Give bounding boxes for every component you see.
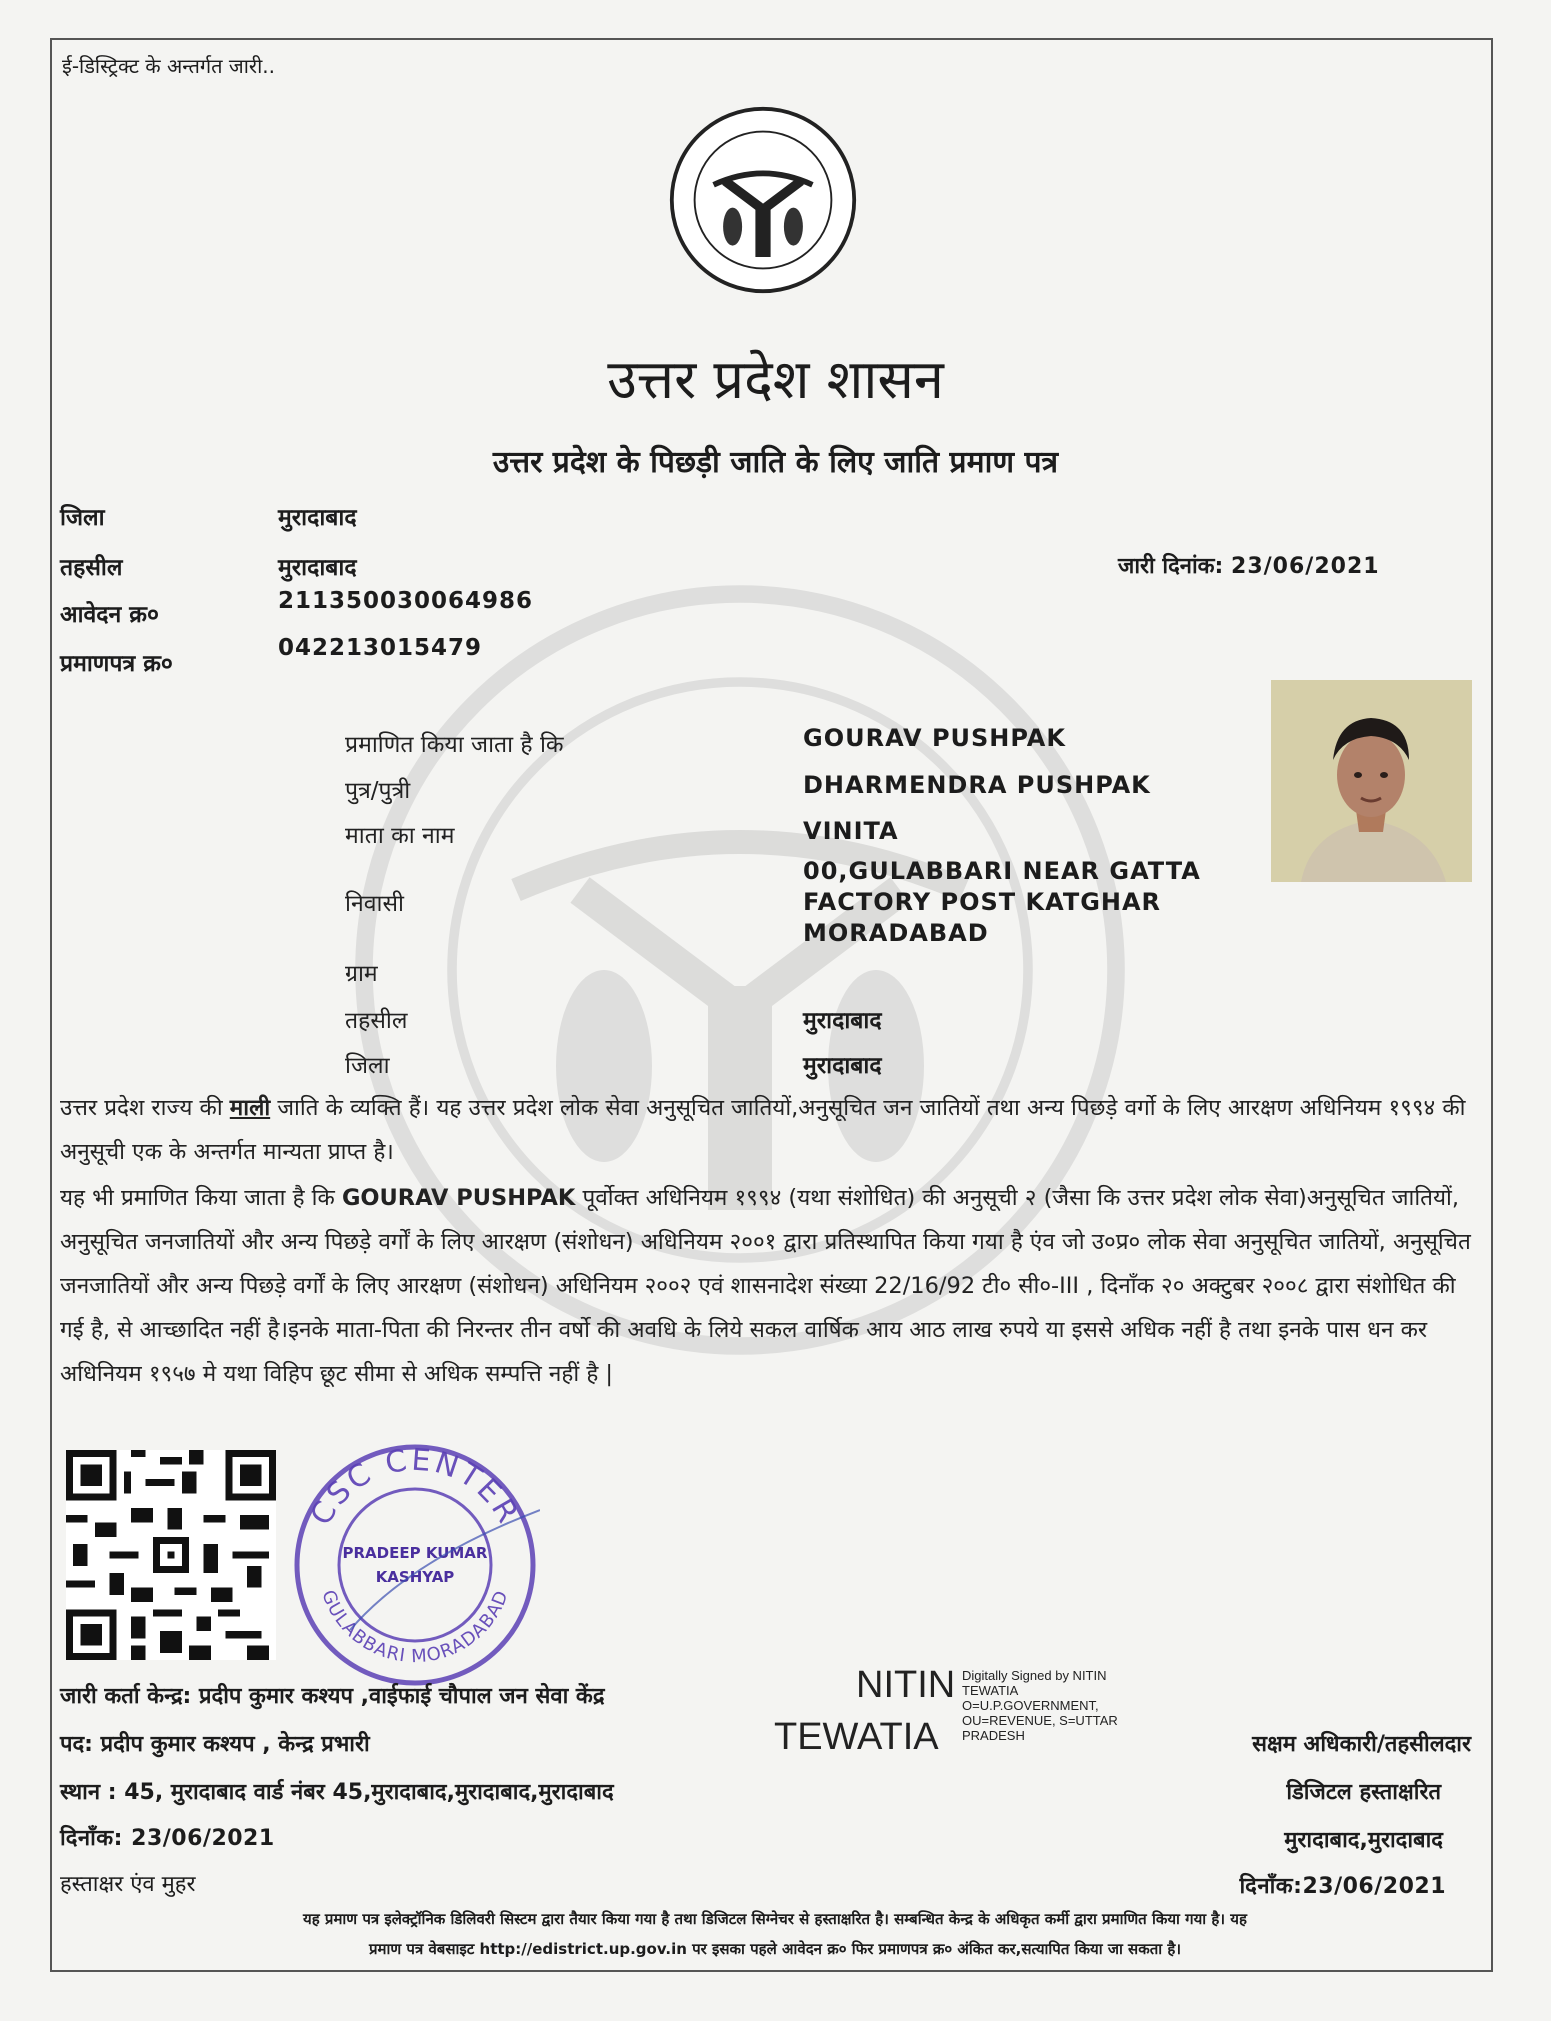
address-line-1: 00,GULABBARI NEAR GATTA xyxy=(803,857,1201,885)
digital-signature-line-2: TEWATIA xyxy=(962,1683,1019,1698)
creamy-paragraph-start: यह भी प्रमाणित किया जाता है कि xyxy=(60,1185,342,1211)
creamy-layer-paragraph xyxy=(60,1176,1485,1396)
parent-label: पुत्र/पुत्री xyxy=(345,778,411,804)
stamp-inner-line-1: PRADEEP KUMAR xyxy=(342,1544,488,1562)
verification-note-line-1: यह प्रमाण पत्र इलेक्ट्रॉनिक डिलिवरी सिस्टम द्वारा तैयार किया गया है तथा डिजिटल सिग्नेचर से हस्ताक्षरित है। सम्बन्धित केन्द्र के अधिकृत कर्मी द्वारा प्रमाणित किया गया है। यह xyxy=(303,1910,1247,1928)
applicant-name: GOURAV PUSHPAK xyxy=(803,724,1066,752)
stamp-outer-bottom: GULABBARI MORADABAD xyxy=(317,1587,513,1668)
stamp-inner-line-2: KASHYAP xyxy=(375,1568,455,1586)
stamp-outer-top: CSC CENTER xyxy=(303,1442,527,1532)
caste-name: माली xyxy=(229,1095,271,1121)
father-name: DHARMENDRA PUSHPAK xyxy=(803,771,1151,799)
digital-signature-line-1: Digitally Signed by NITIN xyxy=(962,1668,1107,1683)
mother-label: माता का नाम xyxy=(345,823,455,849)
detail-district-label: जिला xyxy=(345,1053,390,1079)
address-line-3: MORADABAD xyxy=(803,919,989,947)
signer-name-line-2: TEWATIA xyxy=(774,1716,939,1758)
district-label: जिला xyxy=(60,505,105,531)
resident-label: निवासी xyxy=(345,891,404,917)
issuer-date: दिनाँक: 23/06/2021 xyxy=(60,1826,275,1851)
tehsil-label: तहसील xyxy=(60,555,123,581)
detail-tehsil-label: तहसील xyxy=(345,1008,408,1034)
issuing-center: जारी कर्ता केन्द्र: प्रदीप कुमार कश्यप ,वाईफाई चौपाल जन सेवा केंद्र xyxy=(60,1684,605,1709)
digital-signature-details xyxy=(962,1668,1118,1743)
certificate-number-label: प्रमाणपत्र क्र० xyxy=(60,651,173,677)
issue-date-label: जारी दिनांक: xyxy=(1118,554,1224,579)
issuer-place: स्थान : 45, मुरादाबाद वार्ड नंबर 45,मुरादाबाद,मुरादाबाद,मुरादाबाद xyxy=(60,1780,614,1805)
village-label: ग्राम xyxy=(345,961,378,987)
mother-name: VINITA xyxy=(803,817,899,845)
issue-date-value: 23/06/2021 xyxy=(1231,554,1380,579)
csc-center-stamp xyxy=(290,1440,540,1690)
certificate-subtitle: उत्तर प्रदेश के पिछड़ी जाति के लिए जाति प्रमाण पत्र xyxy=(492,445,1059,480)
application-number: 211350030064986 xyxy=(278,588,534,614)
page-title: उत्तर प्रदेश शासन xyxy=(607,348,944,411)
caste-paragraph xyxy=(60,1086,1485,1174)
digital-signature-line-4: OU=REVENUE, S=UTTAR xyxy=(962,1713,1118,1728)
digital-signature-line-3: O=U.P.GOVERNMENT, xyxy=(962,1698,1099,1713)
certificate-number: 042213015479 xyxy=(278,635,483,661)
issue-date xyxy=(1118,550,1380,580)
authority-title: सक्षम अधिकारी/तहसीलदार xyxy=(1252,1732,1471,1757)
digital-signature-line-5: PRADESH xyxy=(962,1728,1025,1743)
up-government-emblem xyxy=(668,105,858,295)
svg-text:CSC CENTER xyxy=(304,1443,527,1532)
authority-place: मुरादाबाद,मुरादाबाद xyxy=(1284,1828,1443,1853)
address-line-2: FACTORY POST KATGHAR xyxy=(803,888,1162,916)
qr-code xyxy=(66,1450,276,1660)
caste-paragraph-start: उत्तर प्रदेश राज्य की xyxy=(60,1095,230,1121)
top-note: ई-डिस्ट्रिक्ट के अन्तर्गत जारी.. xyxy=(62,54,275,78)
authority-date: दिनाँक:23/06/2021 xyxy=(1239,1874,1446,1899)
district-value: मुरादाबाद xyxy=(278,505,357,531)
detail-district-value: मुरादाबाद xyxy=(803,1053,882,1079)
issuer-post: पद: प्रदीप कुमार कश्यप , केन्द्र प्रभारी xyxy=(60,1732,370,1757)
creamy-paragraph-end: पूर्वोक्त अधिनियम १९९४ (यथा संशोधित) की अनुसूची २ (जैसा कि उत्तर प्रदेश लोक सेवा)अनुसूचित जातियों, अनुसूचित जनजातियों और अन्य पिछड़े वर्गों के लिए आरक्षण (संशोधन) अधिनियम २००१ द्वारा प्रतिस्थापित किया गया है एंव जो उ०प्र० लोक सेवा अनुसूचित जातियों, अनुसूचित जनजातियों और अन्य पिछड़े वर्गों के लिए आरक्षण (संशोधन) अधिनियम २००२ एवं शासनादेश संख्या 22/16/92 टी० सी०-III , दिनाँक २० अक्टुबर २००८ द्वारा संशोधित की गई है, से आच्छादित नहीं है।इनके माता-पिता की निरन्तर तीन वर्षो की अवधि के लिये सकल वार्षिक आय आठ लाख रुपये या इससे अधिक नहीं है तथा इनके पास धन कर अधिनियम १९५७ मे यथा विहिप छूट सीमा से अधिक सम्पत्ति नहीं है | xyxy=(60,1185,1471,1387)
verification-note-line-2: प्रमाण पत्र वेबसाइट http://edistrict.up.gov.in पर इसका पहले आवेदन क्र० फिर प्रमाणपत्र क्र० अंकित कर,सत्यापित किया जा सकता है। xyxy=(368,1940,1182,1958)
verification-note xyxy=(60,1904,1490,1964)
person-icon xyxy=(1271,680,1472,882)
caste-paragraph-end: जाति के व्यक्ति हैं। यह उत्तर प्रदेश लोक सेवा अनुसूचित जातियों,अनुसूचित जन जातियों तथा अन्य पिछड़े वर्गो के लिए आरक्षण अधिनियम १९९४ की अनुसूची एक के अन्तर्गत मान्यता प्राप्त है। xyxy=(60,1095,1466,1165)
tehsil-value: मुरादाबाद xyxy=(278,555,357,581)
application-label: आवेदन क्र० xyxy=(60,602,159,628)
signer-name-line-1: NITIN xyxy=(856,1664,956,1706)
applicant-photo xyxy=(1271,680,1472,882)
certified-label: प्रमाणित किया जाता है कि xyxy=(345,732,564,758)
detail-tehsil-value: मुरादाबाद xyxy=(803,1008,882,1034)
sign-and-seal: हस्ताक्षर एंव मुहर xyxy=(60,1872,196,1897)
creamy-paragraph-name: GOURAV PUSHPAK xyxy=(341,1185,576,1211)
digitally-signed: डिजिटल हस्ताक्षरित xyxy=(1286,1780,1441,1805)
